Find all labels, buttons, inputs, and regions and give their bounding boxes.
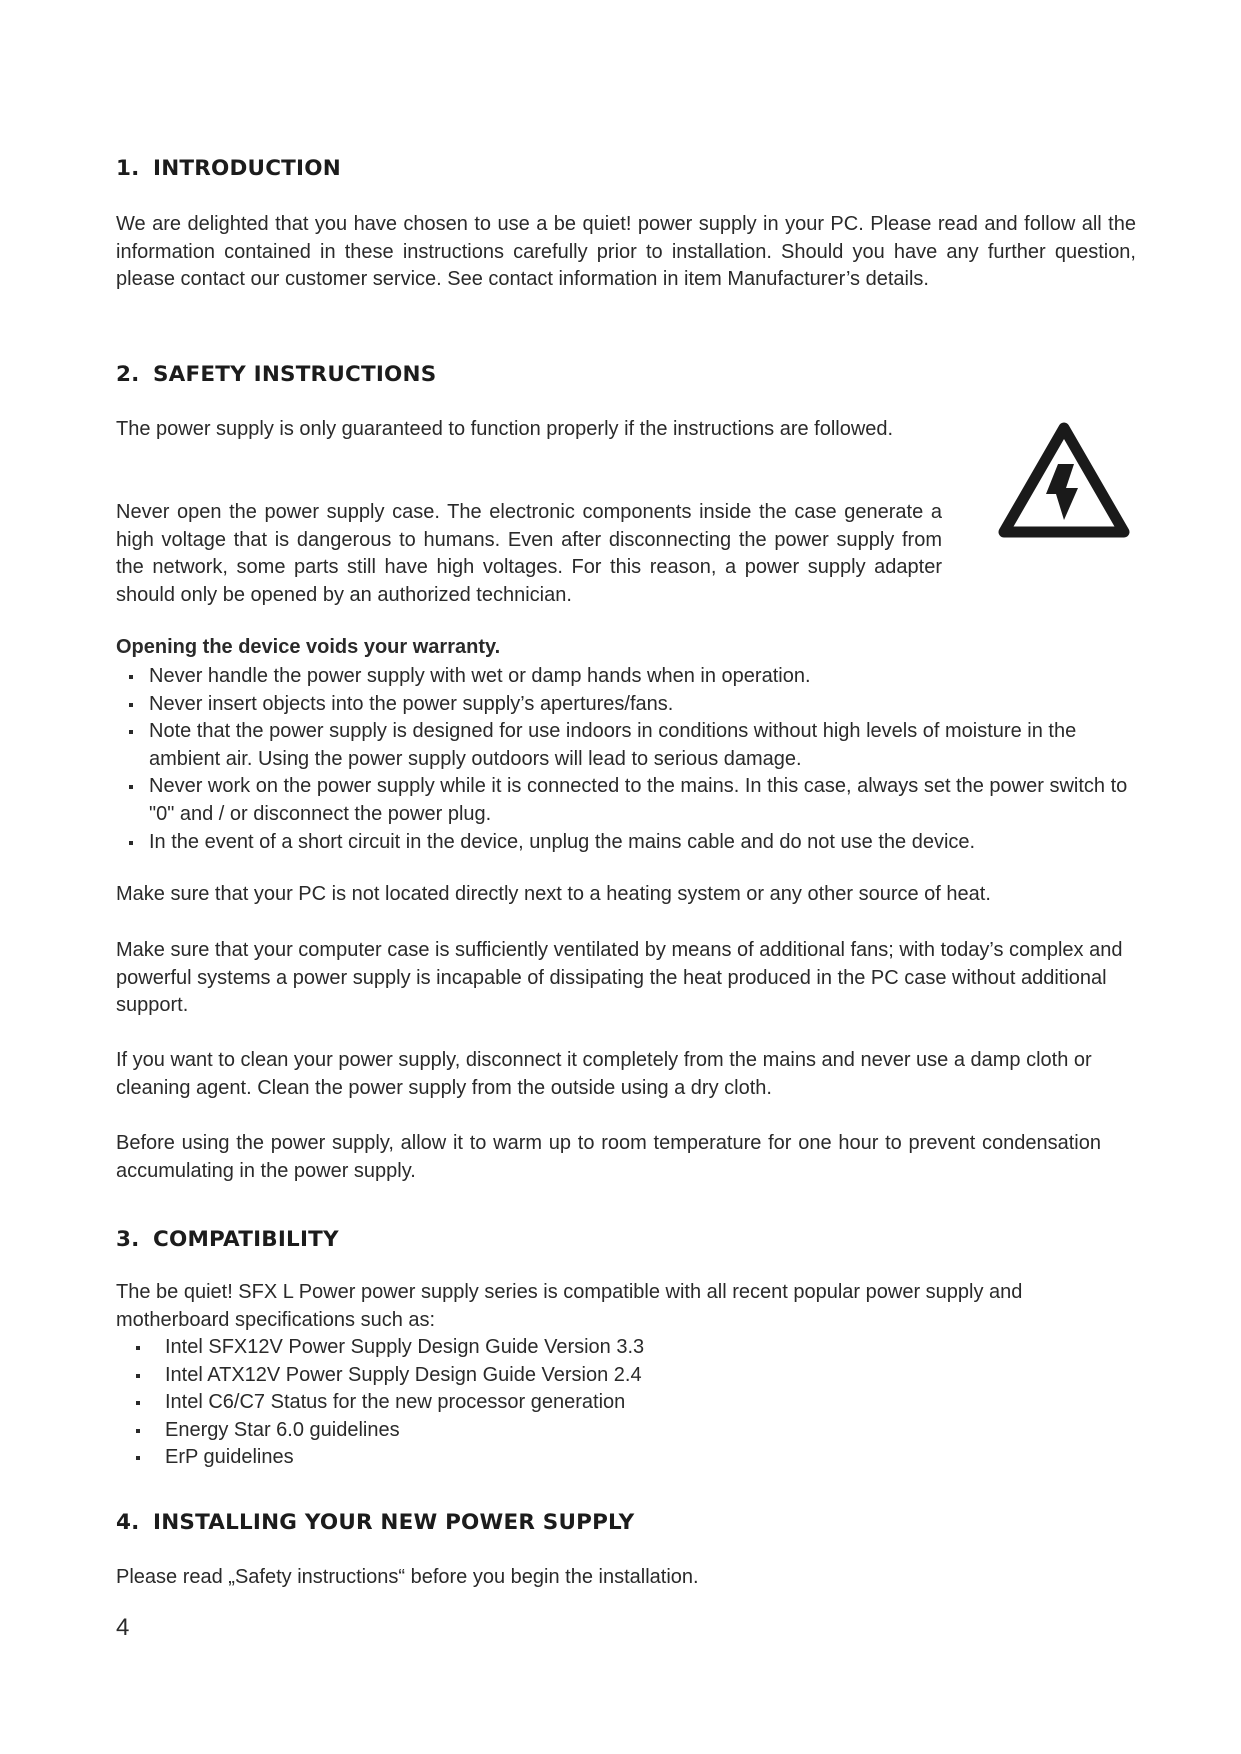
section-title: INSTALLING YOUR NEW POWER SUPPLY [153,1510,635,1535]
list-item: Never handle the power supply with wet or damp hands when in operation. [116,663,1136,691]
safety-bullet-list [116,663,1136,856]
intro-paragraph: We are delighted that you have chosen to use a be quiet! power supply in your PC. Please read and follow all the information contained in these instructions carefully prior to installation. Should you have any further question, please contact our customer service. See contact information in item Manufacturer’s details. [116,213,1136,291]
compatibility-paragraph: The be quiet! SFX L Power power supply series is compatible with all recent popular power supply and motherboard specifications such as: [116,1281,1023,1331]
installing-paragraph: Please read „Safety instructions“ before you begin the installation. [116,1566,699,1588]
ventilation-paragraph: Make sure that your computer case is sufficiently ventilated by means of additional fans; with today’s complex and powerful systems a power supply is incapable of dissipating the heat produced in the PC case without additional support. [116,939,1123,1017]
section-number: 2. [116,362,140,387]
page-number: 4 [116,1614,130,1641]
list-item: Never work on the power supply while it is connected to the mains. In this case, always set the power switch to "0" and / or disconnect the power plug. [116,773,1136,828]
cleaning-paragraph: If you want to clean your power supply, disconnect it completely from the mains and never use a damp cloth or cleaning agent. Clean the power supply from the outside using a dry cloth. [116,1049,1092,1099]
section-heading-installing [116,1510,634,1535]
warranty-note: Opening the device voids your warranty. [116,636,501,658]
lightning-bolt-icon [1046,464,1078,520]
section-heading-safety [116,362,436,387]
section-number: 3. [116,1227,140,1252]
list-item: Never insert objects into the power supply’s apertures/fans. [116,691,1136,719]
list-item: ErP guidelines [116,1444,1016,1472]
heating-paragraph: Make sure that your PC is not located directly next to a heating system or any other source of heat. [116,883,991,905]
section-number: 4. [116,1510,140,1535]
condensation-paragraph: Before using the power supply, allow it to warm up to room temperature for one hour to prevent condensation accumulating in the power supply. [116,1132,1101,1182]
section-title: SAFETY INSTRUCTIONS [153,362,437,387]
list-item: In the event of a short circuit in the device, unplug the mains cable and do not use the device. [116,829,1136,857]
safety-never-open-paragraph: Never open the power supply case. The electronic components inside the case generate a high voltage that is dangerous to humans. Even after disconnecting the power supply from the network, some parts still have high voltages. For this reason, a power supply adapter should only be opened by an authorized technician. [116,501,942,606]
list-item: Note that the power supply is designed for use indoors in conditions without high levels of moisture in the ambient air. Using the power supply outdoors will lead to serious damage. [116,718,1136,773]
list-item: Energy Star 6.0 guidelines [116,1417,1016,1445]
section-title: COMPATIBILITY [153,1227,339,1252]
section-heading-compatibility [116,1227,339,1252]
list-item: Intel C6/C7 Status for the new processor generation [116,1389,1016,1417]
high-voltage-warning-icon [996,420,1132,542]
section-heading-introduction [116,156,341,181]
compatibility-bullet-list [116,1334,1016,1472]
safety-guarantee-paragraph: The power supply is only guaranteed to function properly if the instructions are followed. [116,418,894,440]
list-item: Intel ATX12V Power Supply Design Guide Version 2.4 [116,1362,1016,1390]
list-item: Intel SFX12V Power Supply Design Guide Version 3.3 [116,1334,1016,1362]
section-title: INTRODUCTION [153,156,341,181]
section-number: 1. [116,156,140,181]
